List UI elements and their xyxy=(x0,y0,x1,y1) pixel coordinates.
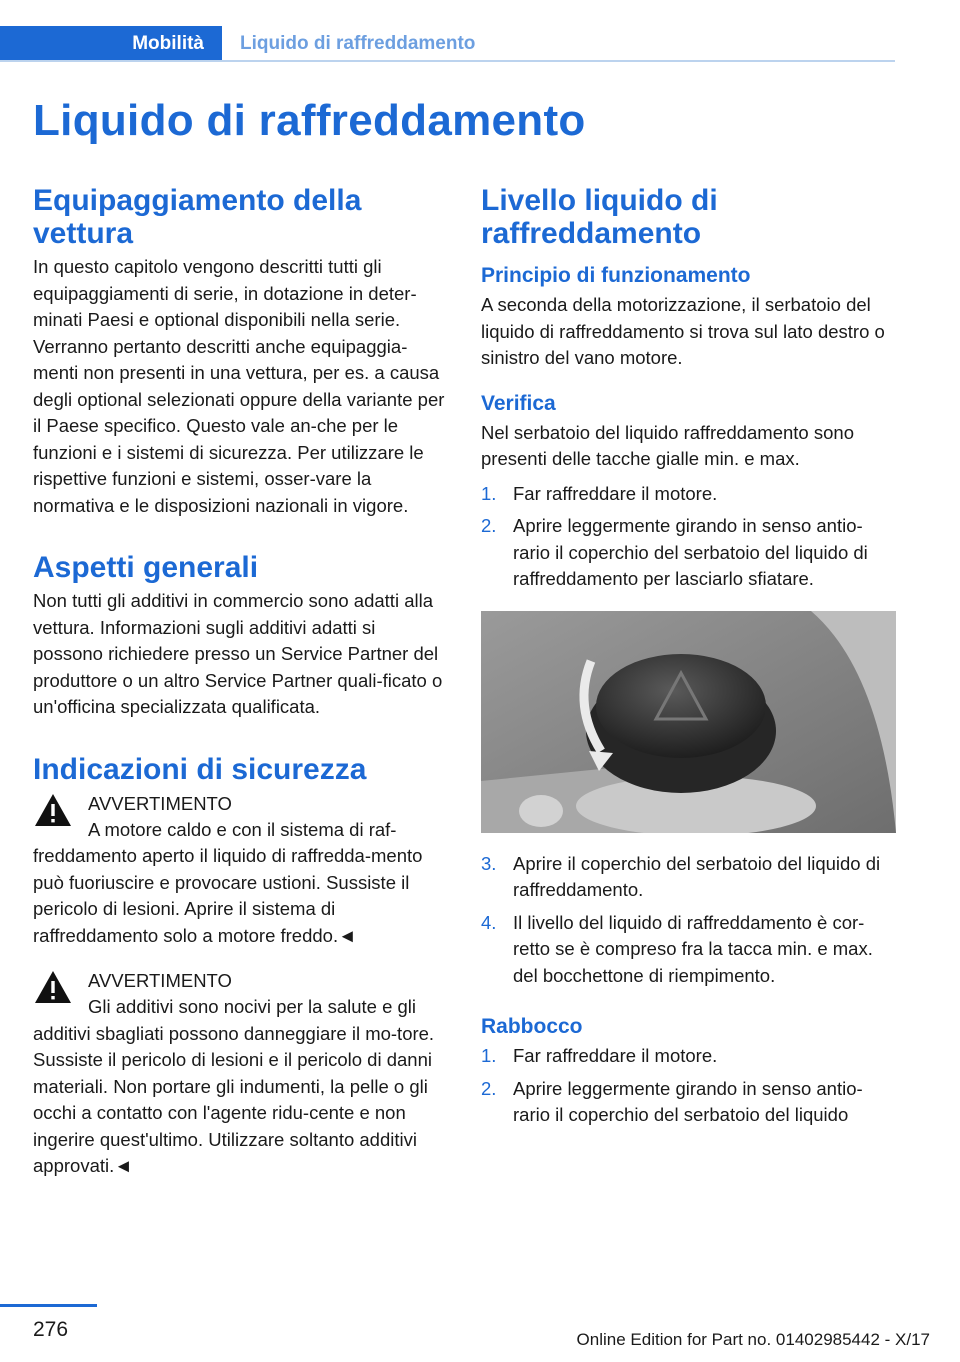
warning-body: freddamento aperto il liquido di raffredda-mento può fuoriuscire e provocare ustioni. Sussiste il pericolo di lesioni. Aprire il sistema di raffreddamento solo a motore freddo.◄ xyxy=(33,845,423,946)
principle-text: A seconda della motorizzazione, il serbatoio del liquido di raffreddamento si trova sul lato destro o sinistro del vano motore. xyxy=(481,294,885,368)
warning-title: AVVERTIMENTO xyxy=(88,792,232,814)
coolant-cap-photo xyxy=(481,611,896,833)
warning-lead: Gli additivi sono nocivi per la salute e gli xyxy=(88,996,417,1017)
page-number: 276 xyxy=(33,1318,69,1341)
right-column xyxy=(481,184,896,1135)
level-heading: Livello liquido di raffreddamento xyxy=(481,184,718,250)
footer-rule xyxy=(0,1304,97,1307)
list-item: 2. Aprire leggermente girando in senso antio-rario il coperchio del serbatoio del liquido di raffreddamento per lasciarlo sfiatare. xyxy=(481,515,868,589)
list-item: 1. Far raffreddare il motore. xyxy=(481,1045,718,1066)
page-header xyxy=(0,26,895,62)
chapter-tab: Liquido di raffreddamento xyxy=(240,33,476,54)
warning-title: AVVERTIMENTO xyxy=(88,970,232,991)
refill-steps-list xyxy=(481,1043,896,1129)
header-rule xyxy=(0,60,895,62)
page-title: Liquido di raffreddamento xyxy=(33,96,586,145)
warning-triangle-icon xyxy=(33,969,73,1005)
safety-heading: Indicazioni di sicurezza xyxy=(33,752,367,786)
check-heading: Verifica xyxy=(481,391,556,415)
section-tab: Mobilità xyxy=(0,26,222,62)
list-item: 4. Il livello del liquido di raffreddamento è cor-retto se è compreso fra la tacca min. e max. del bocchettone di riempimento. xyxy=(481,911,873,986)
left-column xyxy=(33,184,448,1180)
principle-heading: Principio di funzionamento xyxy=(481,264,751,287)
list-item: 1. Far raffreddare il motore. xyxy=(481,482,718,504)
warning-lead: A motore caldo e con il sistema di raf- xyxy=(88,818,397,840)
warning-triangle-icon xyxy=(33,792,73,828)
general-text: Non tutti gli additivi in commercio sono adatti alla vettura. Informazioni sugli additivi adatti si possono richiedere presso un Service Partner del produttore o un altro Service Partner quali-ficato o un'officina specializzata qualificata. xyxy=(33,590,443,717)
edition-note: Online Edition for Part no. 01402985442 - X/17 xyxy=(576,1330,930,1349)
warning-block-1 xyxy=(33,790,448,950)
warning-body: additivi sbagliati possono danneggiare il mo-tore. Sussiste il pericolo di lesioni e il pericolo di danni materiali. Non portare gli indumenti, la pelle o gli occhi a contatto con l'agente ridu-cente e non ingerire quest'ultimo. Utilizzare soltanto additivi approvati.◄ xyxy=(33,1022,435,1176)
equip-heading: Equipaggiamento della vettura xyxy=(33,184,362,250)
general-heading: Aspetti generali xyxy=(33,551,259,584)
check-steps-list-continued xyxy=(481,851,896,990)
check-text: Nel serbatoio del liquido raffreddamento sono presenti delle tacche gialle min. e max. xyxy=(481,421,854,469)
list-item: 2. Aprire leggermente girando in senso antio-rario il coperchio del serbatoio del liquido xyxy=(481,1077,863,1125)
warning-block-2 xyxy=(33,967,448,1180)
refill-heading: Rabbocco xyxy=(481,1015,583,1038)
list-item: 3. Aprire il coperchio del serbatoio del liquido di raffreddamento. xyxy=(481,852,881,900)
check-steps-list xyxy=(481,481,896,593)
equip-text: In questo capitolo vengono descritti tutti gli equipaggiamenti di serie, in dotazione in deter-minati Paesi e optional disponibili nella serie. Verranno pertanto descritti anche equipaggia-menti non presenti in una vettura, per es. a causa degli optional selezionati oppure della variante per il Paese specifico. Questo vale an-che per le funzioni e i sistemi di sicurezza. Per utilizzare le rispettive funzioni e sistemi, osser-vare la normativa e le disposizioni nazionali in vigore. xyxy=(33,256,445,516)
